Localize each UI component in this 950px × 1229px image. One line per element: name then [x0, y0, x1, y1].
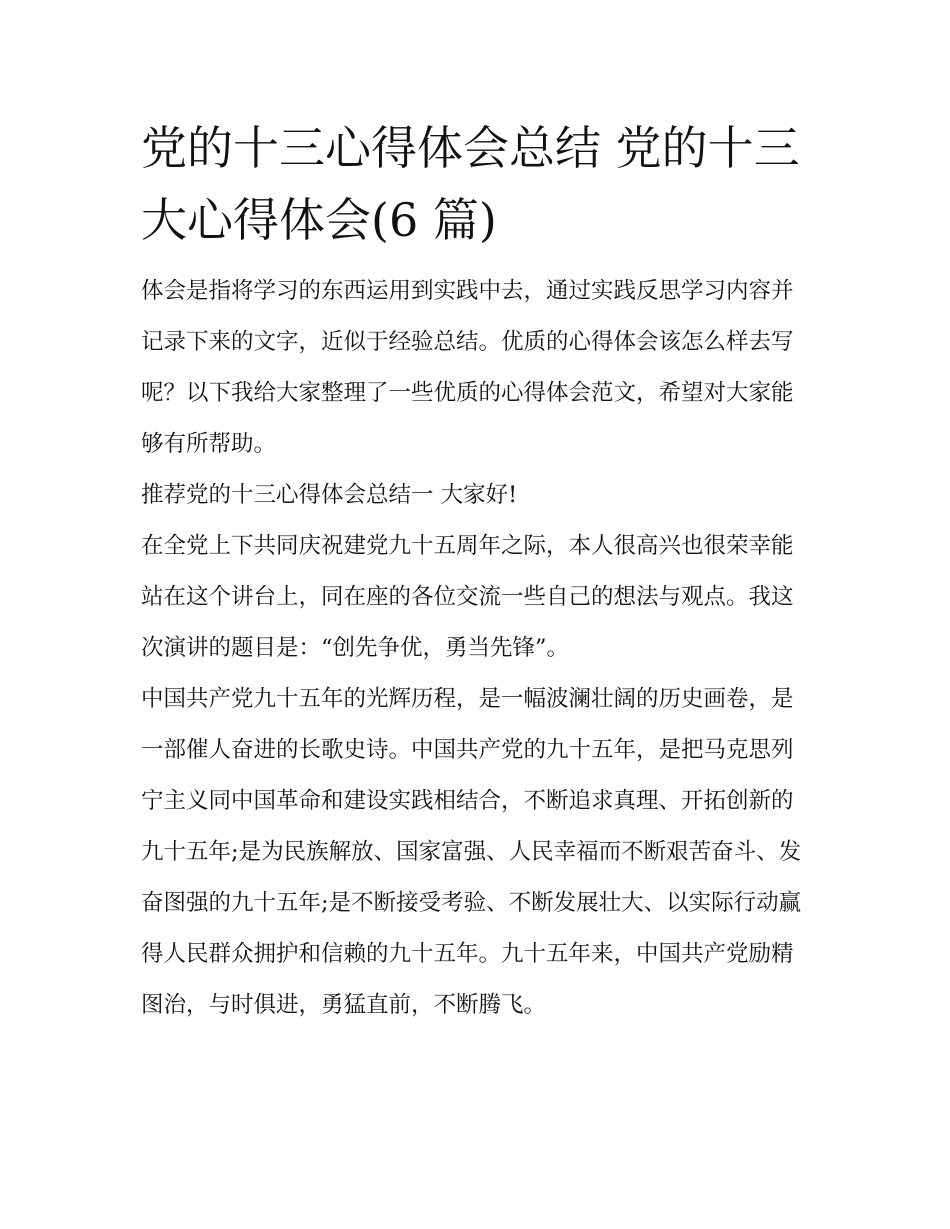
- body-paragraph: 中国共产党九十五年的光辉历程，是一幅波澜壮阔的历史画卷，是一部催人奋进的长歌史诗。中国共产党的九十五年，是把马克思列宁主义同中国革命和建设实践相结合，不断追求真理、开拓创新的九十五年;是为民族解放、国家富强、人民幸福而不断艰苦奋斗、发奋图强的九十五年;是不断接受考验、不断发展壮大、以实际行动赢得人民群众拥护和信赖的九十五年。九十五年来，中国共产党励精图治，与时俱进，勇猛直前，不断腾飞。: [141, 686, 802, 1018]
- section-heading-paragraph: 推荐党的十三心得体会总结一 大家好!: [141, 482, 518, 508]
- body-paragraph: 在全党上下共同庆祝建党九十五周年之际，本人很高兴也很荣幸能站在这个讲台上，同在座的各位交流一些自己的想法与观点。我这次演讲的题目是：“创先争优，勇当先锋”。: [141, 533, 794, 661]
- document-page: [141, 112, 813, 1031]
- document-title: 党的十三心得体会总结 党的十三大心得体会(6 篇): [141, 121, 800, 247]
- intro-paragraph: 体会是指将学习的东西运用到实践中去，通过实践反思学习内容并记录下来的文字，近似于经验总结。优质的心得体会该怎么样去写呢？以下我给大家整理了一些优质的心得体会范文，希望对大家能够有所帮助。: [141, 278, 794, 457]
